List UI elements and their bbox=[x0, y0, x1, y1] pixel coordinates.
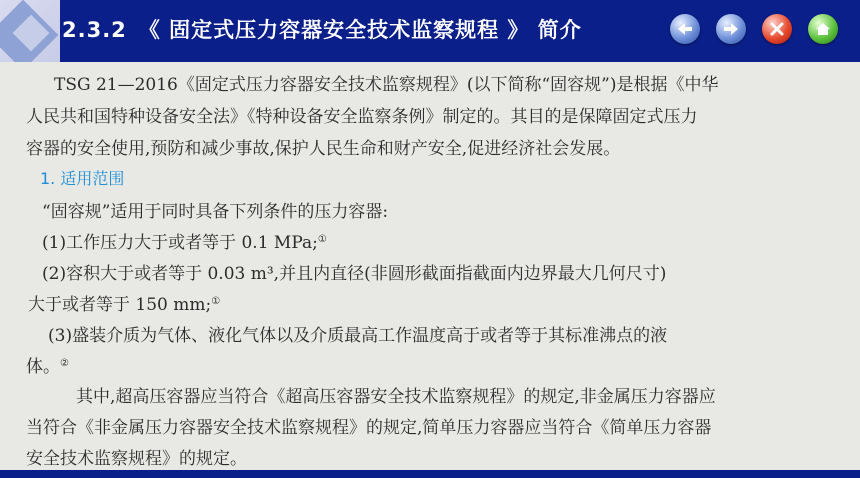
close-button[interactable] bbox=[762, 14, 792, 44]
intro-line-3: 容器的安全使用,预防和减少事故,保护人民生命和财产安全,促进经济社会发展。 bbox=[26, 139, 621, 159]
condition-2-line-1: (2)容积大于或者等于 0.03 m³,并且内直径(非圆形截面指截面内边界最大几何尺寸) bbox=[42, 264, 667, 284]
section-heading: 1. 适用范围 bbox=[40, 169, 125, 188]
footnote-marker: ② bbox=[60, 358, 69, 369]
home-button[interactable] bbox=[808, 14, 838, 44]
condition-1-text: (1)工作压力大于或者等于 0.1 MPa; bbox=[42, 233, 318, 253]
intro-line-1: TSG 21—2016《固定式压力容器安全技术监察规程》(以下简称“固容规”)是根据《中华 bbox=[54, 75, 719, 95]
condition-2-text: 大于或者等于 150 mm; bbox=[28, 295, 212, 315]
intro-line-2: 人民共和国特种设备安全法》《特种设备安全监察条例》制定的。其目的是保障固定式压力 bbox=[26, 107, 698, 127]
closing-line-3: 安全技术监察规程》的规定。 bbox=[26, 449, 247, 469]
arrow-right-icon bbox=[723, 22, 739, 36]
next-button[interactable] bbox=[716, 14, 746, 44]
scope-intro: “固容规”适用于同时具备下列条件的压力容器: bbox=[42, 202, 389, 222]
condition-3-line-1: (3)盛装介质为气体、液化气体以及介质最高工作温度高于或者等于其标准沸点的液 bbox=[48, 326, 668, 346]
footer-bar bbox=[0, 470, 860, 478]
close-icon bbox=[770, 22, 784, 36]
condition-2-line-2 bbox=[28, 290, 220, 315]
arrow-left-icon bbox=[677, 22, 693, 36]
prev-button[interactable] bbox=[670, 14, 700, 44]
page-title bbox=[62, 14, 582, 44]
closing-line-1: 其中,超高压容器应当符合《超高压容器安全技术监察规程》的规定,非金属压力容器应 bbox=[76, 387, 716, 407]
condition-3-text: 体。 bbox=[26, 357, 60, 377]
condition-1 bbox=[42, 228, 327, 253]
home-icon bbox=[815, 22, 831, 36]
footnote-marker: ① bbox=[317, 234, 327, 245]
closing-line-2: 当符合《非金属压力容器安全技术监察规程》的规定,简单压力容器应当符合《简单压力容器 bbox=[26, 418, 712, 438]
section-number: 2.3.2 bbox=[62, 18, 127, 42]
section-title: 《 固定式压力容器安全技术监察规程 》 简介 bbox=[138, 18, 582, 42]
title-bar bbox=[0, 0, 860, 62]
footnote-marker: ① bbox=[211, 296, 221, 307]
condition-3-line-2 bbox=[26, 352, 69, 377]
